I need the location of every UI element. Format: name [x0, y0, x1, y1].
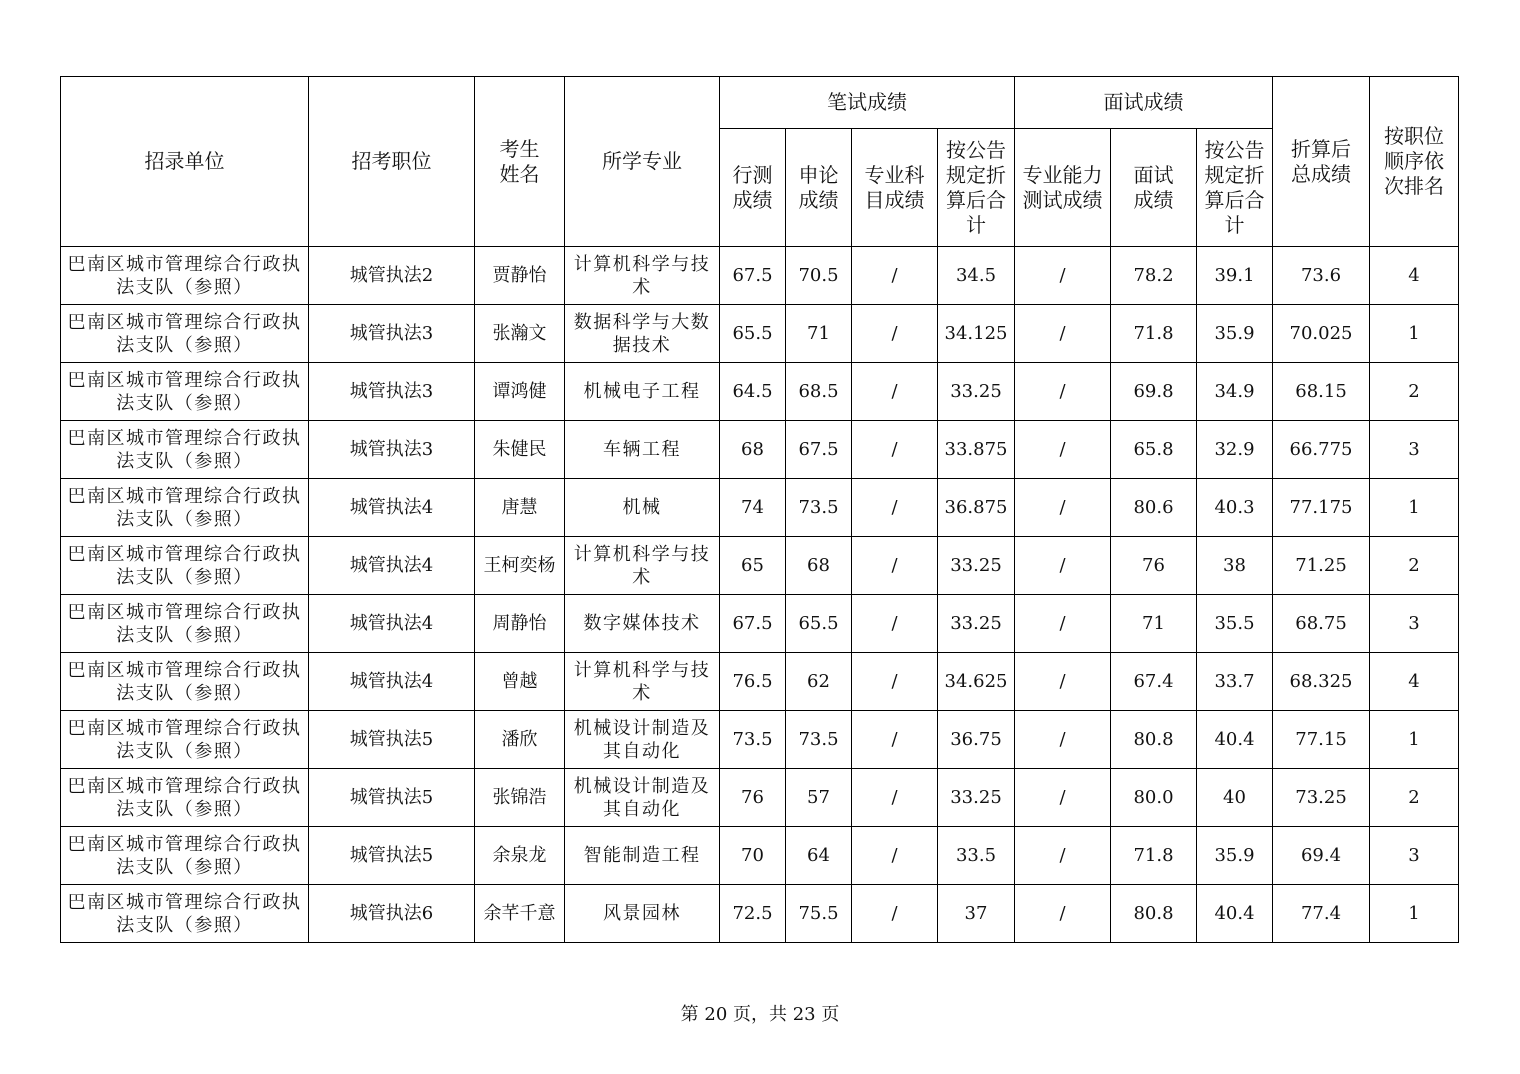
interview-total-cell: 35.9 [1197, 827, 1273, 885]
rank-cell: 4 [1370, 653, 1459, 711]
unit-cell: 巴南区城市管理综合行政执法支队（参照） [61, 305, 309, 363]
interview-cell: 80.8 [1111, 885, 1197, 943]
total-cell: 68.75 [1273, 595, 1370, 653]
major-cell: 计算机科学与技术 [565, 247, 720, 305]
table-row [61, 595, 1459, 653]
rank-cell: 1 [1370, 711, 1459, 769]
table-row [61, 363, 1459, 421]
shenlun-cell: 62 [786, 653, 852, 711]
shenlun-cell: 68 [786, 537, 852, 595]
written-total-cell: 33.875 [938, 421, 1015, 479]
xingce-cell: 74 [720, 479, 786, 537]
interview-cell: 69.8 [1111, 363, 1197, 421]
prof-ability-cell: / [1015, 885, 1111, 943]
interview-total-cell: 35.9 [1197, 305, 1273, 363]
major-cell: 计算机科学与技术 [565, 537, 720, 595]
major-cell: 计算机科学与技术 [565, 653, 720, 711]
prof-ability-cell: / [1015, 827, 1111, 885]
total-cell: 68.15 [1273, 363, 1370, 421]
unit-cell: 巴南区城市管理综合行政执法支队（参照） [61, 827, 309, 885]
prof-ability-cell: / [1015, 769, 1111, 827]
interview-cell: 71.8 [1111, 827, 1197, 885]
major-cell: 车辆工程 [565, 421, 720, 479]
interview-cell: 78.2 [1111, 247, 1197, 305]
major-cell: 数字媒体技术 [565, 595, 720, 653]
table-row [61, 537, 1459, 595]
table-row [61, 769, 1459, 827]
interview-cell: 80.8 [1111, 711, 1197, 769]
unit-cell: 巴南区城市管理综合行政执法支队（参照） [61, 595, 309, 653]
shenlun-cell: 57 [786, 769, 852, 827]
shenlun-cell: 67.5 [786, 421, 852, 479]
shenlun-cell: 75.5 [786, 885, 852, 943]
position-cell: 城管执法3 [309, 421, 475, 479]
header-position: 招考职位 [309, 77, 475, 247]
major-cell: 机械设计制造及其自动化 [565, 769, 720, 827]
xingce-cell: 73.5 [720, 711, 786, 769]
table-row [61, 247, 1459, 305]
name-cell: 潘欣 [475, 711, 565, 769]
xingce-cell: 65 [720, 537, 786, 595]
name-cell: 唐慧 [475, 479, 565, 537]
interview-total-cell: 40.4 [1197, 711, 1273, 769]
position-cell: 城管执法4 [309, 595, 475, 653]
table-body [61, 247, 1459, 943]
rank-cell: 2 [1370, 363, 1459, 421]
interview-cell: 71 [1111, 595, 1197, 653]
score-table [60, 76, 1459, 943]
table-row [61, 711, 1459, 769]
name-cell: 张瀚文 [475, 305, 565, 363]
table-row [61, 479, 1459, 537]
xingce-cell: 76 [720, 769, 786, 827]
unit-cell: 巴南区城市管理综合行政执法支队（参照） [61, 479, 309, 537]
major-cell: 机械 [565, 479, 720, 537]
unit-cell: 巴南区城市管理综合行政执法支队（参照） [61, 885, 309, 943]
xingce-cell: 70 [720, 827, 786, 885]
shenlun-cell: 65.5 [786, 595, 852, 653]
position-cell: 城管执法5 [309, 827, 475, 885]
header-interview: 面试成绩 [1015, 77, 1273, 129]
written-total-cell: 33.25 [938, 595, 1015, 653]
interview-total-cell: 40 [1197, 769, 1273, 827]
rank-cell: 2 [1370, 769, 1459, 827]
position-cell: 城管执法3 [309, 305, 475, 363]
interview-cell: 80.0 [1111, 769, 1197, 827]
unit-cell: 巴南区城市管理综合行政执法支队（参照） [61, 769, 309, 827]
table-row [61, 653, 1459, 711]
interview-total-cell: 39.1 [1197, 247, 1273, 305]
prof-ability-cell: / [1015, 711, 1111, 769]
major-cell: 数据科学与大数据技术 [565, 305, 720, 363]
rank-cell: 4 [1370, 247, 1459, 305]
prof-subject-cell: / [852, 653, 938, 711]
header-name: 考生姓名 [475, 77, 565, 247]
unit-cell: 巴南区城市管理综合行政执法支队（参照） [61, 363, 309, 421]
name-cell: 周静怡 [475, 595, 565, 653]
header-total: 折算后总成绩 [1273, 77, 1370, 247]
rank-cell: 1 [1370, 479, 1459, 537]
table-row [61, 421, 1459, 479]
interview-total-cell: 32.9 [1197, 421, 1273, 479]
prof-subject-cell: / [852, 827, 938, 885]
interview-cell: 67.4 [1111, 653, 1197, 711]
header-xingce: 行测成绩 [720, 129, 786, 247]
xingce-cell: 64.5 [720, 363, 786, 421]
unit-cell: 巴南区城市管理综合行政执法支队（参照） [61, 711, 309, 769]
interview-total-cell: 40.3 [1197, 479, 1273, 537]
prof-ability-cell: / [1015, 363, 1111, 421]
prof-ability-cell: / [1015, 247, 1111, 305]
header-interview-converted: 按公告规定折算后合计 [1197, 129, 1273, 247]
unit-cell: 巴南区城市管理综合行政执法支队（参照） [61, 247, 309, 305]
major-cell: 智能制造工程 [565, 827, 720, 885]
written-total-cell: 33.5 [938, 827, 1015, 885]
prof-subject-cell: / [852, 885, 938, 943]
prof-subject-cell: / [852, 711, 938, 769]
position-cell: 城管执法4 [309, 479, 475, 537]
shenlun-cell: 70.5 [786, 247, 852, 305]
prof-ability-cell: / [1015, 595, 1111, 653]
header-rank: 按职位顺序依次排名 [1370, 77, 1459, 247]
xingce-cell: 72.5 [720, 885, 786, 943]
written-total-cell: 34.625 [938, 653, 1015, 711]
total-cell: 71.25 [1273, 537, 1370, 595]
total-cell: 69.4 [1273, 827, 1370, 885]
xingce-cell: 67.5 [720, 595, 786, 653]
total-cell: 77.4 [1273, 885, 1370, 943]
header-interview-score: 面试成绩 [1111, 129, 1197, 247]
prof-ability-cell: / [1015, 479, 1111, 537]
position-cell: 城管执法5 [309, 769, 475, 827]
written-total-cell: 37 [938, 885, 1015, 943]
position-cell: 城管执法5 [309, 711, 475, 769]
xingce-cell: 76.5 [720, 653, 786, 711]
page-footer: 第 20 页，共 23 页 [680, 1004, 840, 1025]
interview-total-cell: 40.4 [1197, 885, 1273, 943]
header-shenlun: 申论成绩 [786, 129, 852, 247]
shenlun-cell: 68.5 [786, 363, 852, 421]
total-cell: 77.175 [1273, 479, 1370, 537]
prof-ability-cell: / [1015, 537, 1111, 595]
name-cell: 朱健民 [475, 421, 565, 479]
interview-total-cell: 33.7 [1197, 653, 1273, 711]
prof-subject-cell: / [852, 769, 938, 827]
interview-total-cell: 35.5 [1197, 595, 1273, 653]
interview-total-cell: 34.9 [1197, 363, 1273, 421]
prof-subject-cell: / [852, 479, 938, 537]
rank-cell: 3 [1370, 595, 1459, 653]
position-cell: 城管执法2 [309, 247, 475, 305]
total-cell: 68.325 [1273, 653, 1370, 711]
header-prof-ability: 专业能力测试成绩 [1015, 129, 1111, 247]
total-cell: 73.25 [1273, 769, 1370, 827]
header-major: 所学专业 [565, 77, 720, 247]
total-cell: 70.025 [1273, 305, 1370, 363]
rank-cell: 3 [1370, 827, 1459, 885]
written-total-cell: 33.25 [938, 769, 1015, 827]
prof-ability-cell: / [1015, 653, 1111, 711]
name-cell: 曾越 [475, 653, 565, 711]
position-cell: 城管执法4 [309, 537, 475, 595]
header-prof-subject: 专业科目成绩 [852, 129, 938, 247]
prof-ability-cell: / [1015, 305, 1111, 363]
written-total-cell: 33.25 [938, 363, 1015, 421]
xingce-cell: 67.5 [720, 247, 786, 305]
shenlun-cell: 64 [786, 827, 852, 885]
unit-cell: 巴南区城市管理综合行政执法支队（参照） [61, 653, 309, 711]
interview-cell: 76 [1111, 537, 1197, 595]
interview-total-cell: 38 [1197, 537, 1273, 595]
position-cell: 城管执法6 [309, 885, 475, 943]
name-cell: 谭鸿健 [475, 363, 565, 421]
prof-subject-cell: / [852, 595, 938, 653]
interview-cell: 80.6 [1111, 479, 1197, 537]
written-total-cell: 33.25 [938, 537, 1015, 595]
header-unit: 招录单位 [61, 77, 309, 247]
name-cell: 张锦浩 [475, 769, 565, 827]
name-cell: 余芊千意 [475, 885, 565, 943]
position-cell: 城管执法3 [309, 363, 475, 421]
xingce-cell: 65.5 [720, 305, 786, 363]
prof-ability-cell: / [1015, 421, 1111, 479]
shenlun-cell: 73.5 [786, 711, 852, 769]
rank-cell: 1 [1370, 885, 1459, 943]
prof-subject-cell: / [852, 537, 938, 595]
header-written-converted: 按公告规定折算后合计 [938, 129, 1015, 247]
position-cell: 城管执法4 [309, 653, 475, 711]
table-row [61, 885, 1459, 943]
major-cell: 机械电子工程 [565, 363, 720, 421]
rank-cell: 1 [1370, 305, 1459, 363]
prof-subject-cell: / [852, 247, 938, 305]
name-cell: 贾静怡 [475, 247, 565, 305]
interview-cell: 65.8 [1111, 421, 1197, 479]
name-cell: 余泉龙 [475, 827, 565, 885]
unit-cell: 巴南区城市管理综合行政执法支队（参照） [61, 421, 309, 479]
xingce-cell: 68 [720, 421, 786, 479]
shenlun-cell: 71 [786, 305, 852, 363]
total-cell: 73.6 [1273, 247, 1370, 305]
prof-subject-cell: / [852, 363, 938, 421]
shenlun-cell: 73.5 [786, 479, 852, 537]
total-cell: 66.775 [1273, 421, 1370, 479]
written-total-cell: 34.125 [938, 305, 1015, 363]
unit-cell: 巴南区城市管理综合行政执法支队（参照） [61, 537, 309, 595]
header-written: 笔试成绩 [720, 77, 1015, 129]
prof-subject-cell: / [852, 421, 938, 479]
table-row [61, 305, 1459, 363]
interview-cell: 71.8 [1111, 305, 1197, 363]
rank-cell: 3 [1370, 421, 1459, 479]
major-cell: 风景园林 [565, 885, 720, 943]
name-cell: 王柯奕杨 [475, 537, 565, 595]
written-total-cell: 36.875 [938, 479, 1015, 537]
written-total-cell: 36.75 [938, 711, 1015, 769]
table-row [61, 827, 1459, 885]
major-cell: 机械设计制造及其自动化 [565, 711, 720, 769]
written-total-cell: 34.5 [938, 247, 1015, 305]
rank-cell: 2 [1370, 537, 1459, 595]
prof-subject-cell: / [852, 305, 938, 363]
total-cell: 77.15 [1273, 711, 1370, 769]
